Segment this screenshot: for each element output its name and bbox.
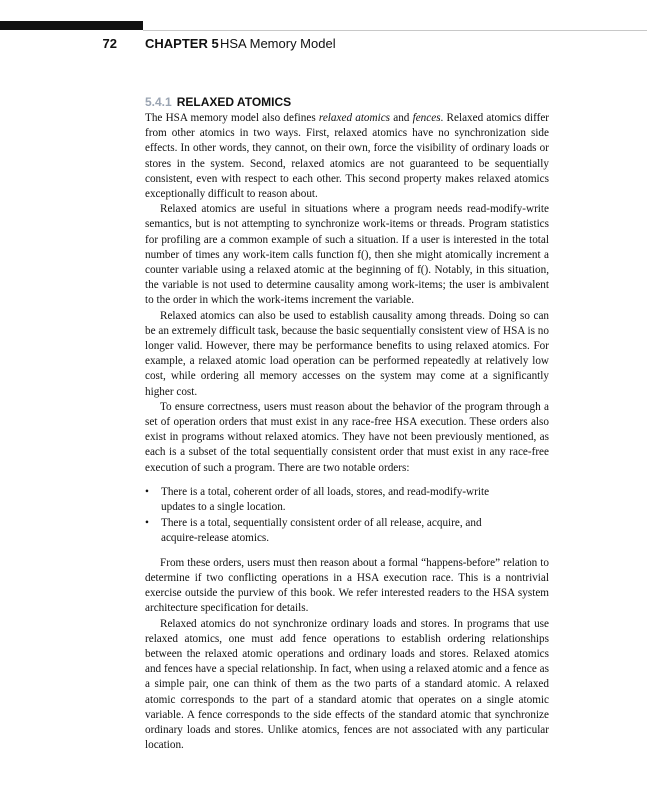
chapter-label: CHAPTER 5 xyxy=(145,36,219,51)
term-relaxed-atomics: relaxed atomics xyxy=(318,112,391,124)
paragraph-1-text-a: The HSA memory model also defines xyxy=(145,112,319,124)
section-heading xyxy=(145,95,291,109)
page-number: 72 xyxy=(102,36,117,51)
bullet-text: There is a total, sequentially consistent order of all release, acquire, and acquire-release atomics. xyxy=(161,517,482,545)
paragraph-1 xyxy=(145,111,549,202)
section-title: RELAXED ATOMICS xyxy=(176,95,292,109)
bullet-text: There is a total, coherent order of all loads, stores, and read-modify-write updates to a single location. xyxy=(161,485,490,514)
body-text xyxy=(145,111,549,753)
paragraph-6: Relaxed atomics do not synchronize ordinary loads and stores. In programs that use relaxed atomics, one must add fence operations to establish ordering relationships between the relaxed atomic operations and ordinary loads and stores. Relaxed atomics and fences have a special relationship. In fact, when using a relaxed atomic and a fence as a simple pair, one can think of them as the two parts of a standard atomic. A relaxed atomic corresponds to the part of a standard atomic that operates on a single atomic variable. A fence corresponds to the side effects of the standard atomic that synchronize ordinary loads and stores. Unlike atomics, fences are not associated with any particular location. xyxy=(145,617,549,752)
bullet-item xyxy=(145,516,521,546)
bullet-mark: • xyxy=(145,485,149,498)
paragraph-4: To ensure correctness, users must reason about the behavior of the program through a set of operation orders that must exist in any race-free HSA execution. These orders also exist in programs without relaxed atomics. They have not been previously mentioned, as each is a subset of the total sequentially consistent order that must exist in any race-free execution of such a program. There are two notable orders: xyxy=(145,400,549,474)
header-rule xyxy=(143,30,647,31)
paragraph-1-text-c: . Relaxed atomics differ from other atomics in two ways. First, relaxed atomics have no synchronization side effects. In other words, they cannot, on their own, force the visibility of ordinary loads or stores in the system. Second, relaxed atomics are not guaranteed to be sequentially consistent, even with respect to each other. This second property makes relaxed atomics exceptionally difficult to reason about. xyxy=(145,112,550,201)
header-black-bar xyxy=(0,21,143,30)
bullet-mark: • xyxy=(145,517,149,530)
section-number: 5.4.1 xyxy=(145,95,172,109)
bullet-item xyxy=(145,485,521,515)
paragraph-1-text-b: and xyxy=(390,112,413,124)
term-fences: fences xyxy=(412,112,441,124)
paragraph-2: Relaxed atomics are useful in situations where a program needs read-modify-write semantics, but is not attempting to synchronize work-items or threads. Program statistics for profiling are a common example of such a situation. If a user is interested in the total number of times any work-item calls function f(), then she might atomically increment a counter variable using a relaxed atomic at the beginning of f(). Notably, in this situation, the variable is not used to determine causality among work-items; the user is ambivalent to the order in which the work-items increment the variable. xyxy=(145,203,549,307)
paragraph-5: From these orders, users must then reason about a formal “happens-before” relation to determine if two conflicting operations in a HSA execution race. This is a nontrivial exercise outside the purview of this book. We refer interested readers to the HSA system architecture specification for details. xyxy=(145,556,549,615)
paragraph-3: Relaxed atomics can also be used to establish causality among threads. Doing so can be an extremely difficult task, because the basic sequentially consistent view of HSA is no longer valid. However, there may be performance benefits to using relaxed atomics. For example, a relaxed atomic load operation can be performed repeatedly at relatively low cost, while ordering all memory accesses on the system may come at a significantly higher cost. xyxy=(145,309,549,398)
bullet-list xyxy=(145,485,549,547)
running-head xyxy=(0,36,647,54)
chapter-title: HSA Memory Model xyxy=(220,36,336,51)
